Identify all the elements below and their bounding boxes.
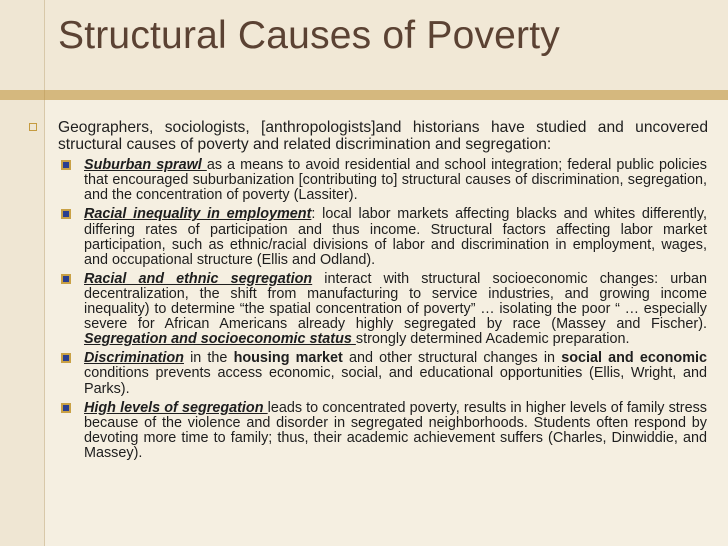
item-bold-text: housing market: [233, 350, 343, 367]
intro-text: Geographers, sociologists, [anthropologists]and historians have studied and uncovered structural causes of poverty and related discrimination and segregation:: [58, 119, 708, 153]
item-text: leads to concentrated poverty, results in higher levels of family stress because of the violence and disorder in segregated neighborhoods. Students often respond by devoting more time to family; thus, their academic achievement suffers (Charles, Dinwiddie, and Massey).: [84, 399, 707, 461]
item-text: as a means to avoid residential and school integration; federal public policies that encouraged suburbanization [contributing to] structural causes of discrimination, segregation, and the concentration of poverty (Lassiter).: [84, 157, 707, 204]
item-text-secondary: strongly determined Academic preparation.: [355, 331, 630, 348]
square-bullet-icon: [61, 403, 71, 413]
item-text: and other structural changes in: [342, 350, 562, 367]
item-bold-text: social and economic: [561, 350, 708, 367]
square-bullet-icon: [61, 160, 71, 170]
square-bullet-icon: [61, 274, 71, 284]
item-term-secondary: Segregation and socioeconomic status: [84, 331, 356, 348]
list-item: [84, 272, 707, 347]
item-text: in the: [183, 350, 234, 367]
list-item: [84, 158, 707, 203]
hollow-square-bullet-icon: [29, 123, 37, 131]
item-term: High levels of segregation: [84, 399, 268, 416]
item-term: Suburban sprawl: [84, 157, 207, 174]
item-term: Racial inequality in employment: [84, 206, 312, 223]
list-item: [84, 351, 707, 396]
sub-bullet-list: [0, 158, 728, 461]
item-text: : local labor markets affecting blacks and whites differently, differing rates of participation and thus income. Structural factors affecting labor market participation, such as ethnic/racial divisions of labor and discrimination in employment, wages, and occupational structure (Ellis and Odland).: [84, 206, 707, 268]
square-bullet-icon: [61, 209, 71, 219]
list-item: [84, 401, 707, 461]
intro-paragraph: [58, 120, 708, 153]
item-term: Discrimination: [84, 350, 184, 367]
item-text: conditions prevents access economic, social, and educational opportunities (Ellis, Wright, and Parks).: [84, 365, 707, 397]
title-accent-bar: [0, 90, 728, 100]
slide-body: [0, 120, 728, 465]
slide-title: Structural Causes of Poverty: [58, 14, 560, 57]
square-bullet-icon: [61, 353, 71, 363]
item-term: Racial and ethnic segregation: [84, 270, 313, 287]
list-item: [84, 207, 707, 267]
item-text: interact with structural socioeconomic changes: urban decentralization, the shift from manufacturing to service industries, and growing income inequality) to determine “the spatial concentration of poverty” … isolating the poor “ … especially severe for African Americans already highly segregated by race (Massey and Fischer).: [84, 270, 707, 333]
